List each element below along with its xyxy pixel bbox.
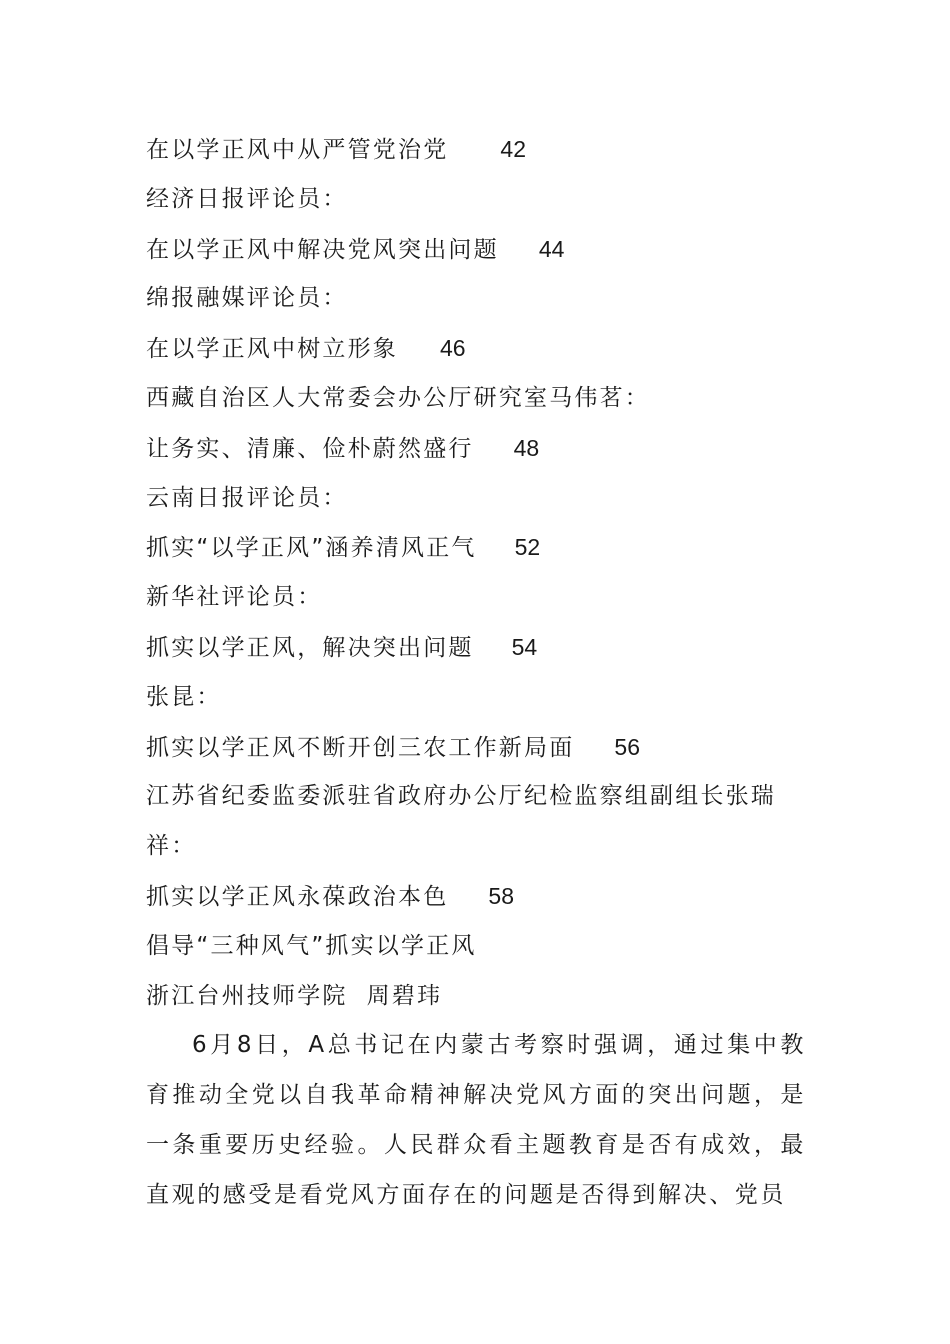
toc-author-continued: 祥： [146,833,197,860]
toc-page-number: 48 [513,434,540,461]
toc-page-number: 58 [488,882,514,909]
toc-entry [146,324,806,374]
toc-entry [146,523,806,573]
toc-page-number: 56 [614,733,640,760]
toc-title: 在以学正风中从严管党治党 [146,137,449,163]
toc-entry [146,872,806,922]
toc-title: 让务实、清廉、俭朴蔚然盛行 [146,435,474,462]
article-paragraph: 6月8日，A总书记在内蒙古考察时强调，通过集中教育推动全党以自我革命精神解决党风方面的突出问题，是一条重要历史经验。人民群众看主题教育是否有成效，最直观的感受是看党风方面存在的问题是否得到解决、党员 [146,1032,806,1208]
toc-title: 抓实“以学正风”涵养清风正气 [146,535,477,562]
toc-page-number: 42 [500,136,526,162]
toc-title: 抓实以学正风永葆政治本色 [146,883,449,910]
toc-entry [146,424,806,474]
article-byline: 浙江台州技师学院 周碧玮 [146,982,443,1009]
toc-title: 在以学正风中解决党风突出问题 [146,236,499,263]
toc-author: 张昆： [146,683,222,710]
toc-page-number: 44 [538,235,565,262]
toc-author: 江苏省纪委监委派驻省政府办公厅纪检监察组副组长张瑞 [146,783,776,810]
article-title: 倡导“三种风气”抓实以学正风 [146,932,477,959]
document-content [146,125,806,1221]
toc-entry [146,623,806,673]
toc-title: 抓实以学正风，解决突出问题 [146,634,474,661]
toc-title: 抓实以学正风不断开创三农工作新局面 [146,734,575,761]
toc-entry [146,723,806,773]
toc-author: 西藏自治区人大常委会办公厅研究室马伟茗： [146,384,650,411]
toc-page-number: 46 [440,335,466,362]
toc-author: 新华社评论员： [146,584,323,611]
toc-title: 在以学正风中树立形象 [146,336,398,363]
toc-page-number: 52 [514,534,541,561]
toc-author: 绵报融媒评论员： [146,285,348,312]
toc-page-number: 54 [511,633,538,660]
toc-entry [146,125,806,175]
toc-author: 经济日报评论员： [146,185,348,212]
toc-author: 云南日报评论员： [146,484,348,511]
toc-entry [146,225,806,275]
